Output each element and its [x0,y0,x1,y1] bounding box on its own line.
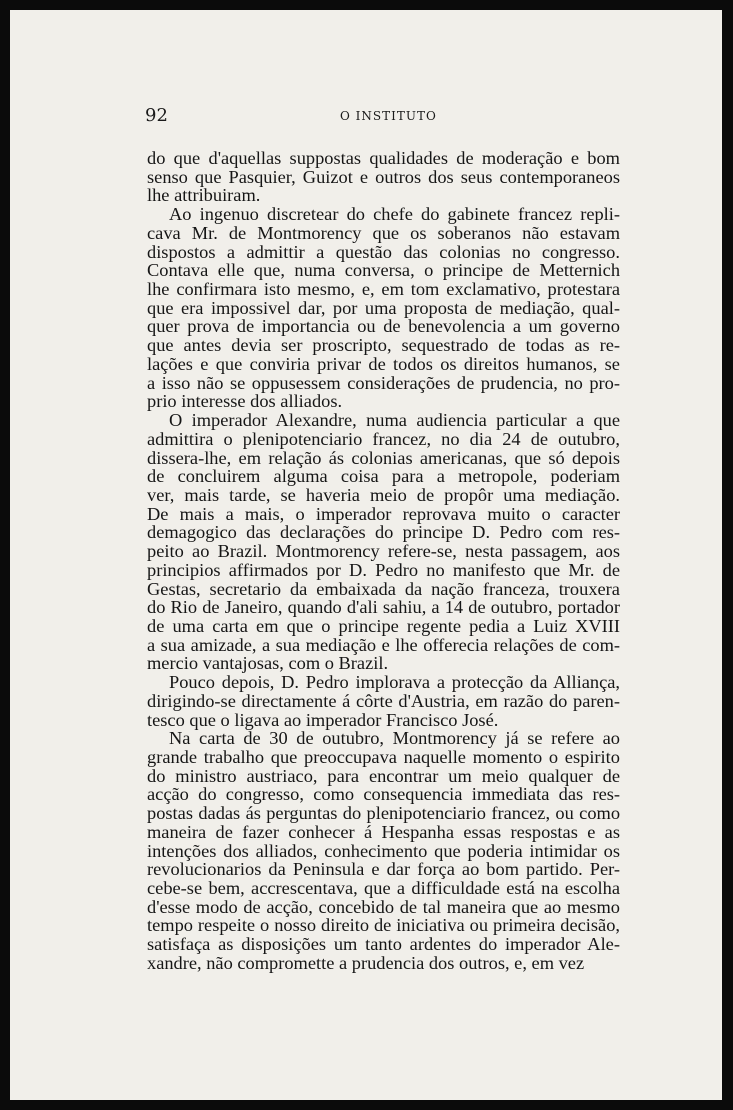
page-header [10,105,722,129]
text-line: de concluirem alguma coisa para a metropole, poderiam [147,466,621,487]
text-line: admittira o plenipotenciario francez, no dia 24 de outubro, [147,428,620,449]
paragraph [147,205,620,411]
text-line: Na carta de 30 de outubro, Montmorency já se refere ao [169,728,620,749]
text-line: ver, mais tarde, se haveria meio de propôr uma mediação. [147,484,620,505]
running-title: O INSTITUTO [340,109,437,123]
text-line: cava Mr. de Montmorency que os soberanos não estavam [147,222,621,243]
paragraph [147,149,620,205]
text-line: Gestas, secretario da embaixada da nação franceza, trouxera [147,578,620,599]
text-line: lhe confirmara isto mesmo, e, em tom exclamativo, protestara [147,279,621,300]
text-line: do ministro austriaco, para encontrar um meio qualquer de [147,765,620,786]
text-line: xandre, não compromette a prudencia dos outros, e, em vez [147,952,585,973]
text-line: dirigindo-se directamente á côrte d'Austria, em razão do paren- [147,690,620,711]
text-line: do que d'aquellas suppostas qualidades de moderação e bom [147,148,620,168]
text-line: tesco que o ligava ao imperador Francisco José. [147,709,499,730]
text-line: mercio vantajosas, com o Brazil. [147,653,389,674]
text-line: prio interesse dos alliados. [147,391,343,412]
text-line: revolucionarios da Peninsula e dar força ao bom partido. Per- [147,859,621,880]
text-line: maneira de fazer conhecer á Hespanha essas respostas e as [147,821,620,842]
body-text [147,149,620,973]
text-line: dispostos a admittir a questão das colonias no congresso. [147,241,620,262]
book-page [10,10,722,1100]
text-line: principios affirmados por D. Pedro no manifesto que Mr. de [147,559,621,580]
text-line: satisfaça as disposições um tanto ardentes do imperador Ale- [147,934,620,955]
text-line: peito ao Brazil. Montmorency refere-se, nesta passagem, aos [147,541,621,562]
text-line: dissera-lhe, em relação ás colonias americanas, que só depois [147,447,621,468]
text-line: Pouco depois, D. Pedro implorava a protecção da Alliança, [169,672,621,693]
text-line: grande trabalho que preoccupava naquelle momento o espirito [147,747,620,767]
text-line: senso que Pasquier, Guizot e outros dos seus contemporaneos [147,166,621,187]
paragraph [147,411,620,673]
text-line: a isso não se oppusessem considerações de prudencia, no pro- [147,372,621,393]
text-line: Ao ingenuo discretear do chefe do gabinete francez repli- [169,204,621,225]
text-line: De mais a mais, o imperador reprovava muito o caracter [147,503,621,524]
text-line: a sua amizade, a sua mediação e lhe offerecia relações de com- [147,634,621,655]
text-line: demagogico das declarações do principe D. Pedro com res- [147,522,621,543]
text-line: Contava elle que, numa conversa, o principe de Metternich [147,260,621,281]
paragraph [147,729,620,972]
paragraph [147,673,620,729]
text-line: intenções dos alliados, conhecimento que poderia intimidar os [147,840,621,861]
text-line: acção do congresso, como consequencia immediata das res- [147,784,621,805]
text-line: lhe attribuiram. [147,185,261,206]
text-line: cebe-se bem, accrescentava, que a difficuldade está na escolha [147,878,621,899]
text-line: tempo respeite o nosso direito de iniciativa ou primeira decisão, [147,915,620,936]
text-line: O imperador Alexandre, numa audiencia particular a que [169,410,621,431]
page-number: 92 [145,105,168,126]
text-line: d'esse modo de acção, concebido de tal maneira que ao mesmo [147,896,620,917]
text-line: que antes devia ser proscripto, sequestrado de todas as re- [147,335,621,356]
text-line: que era impossivel dar, por uma proposta de mediação, qual- [147,297,620,318]
text-line: postas dadas ás perguntas do plenipotenciario francez, ou como [147,803,621,824]
text-line: de uma carta em que o principe regente pedia a Luiz XVIII [147,615,621,636]
text-line: quer prova de importancia ou de benevolencia a um governo [147,316,620,337]
text-line: do Rio de Janeiro, quando d'ali sahiu, a 14 de outubro, portador [147,597,621,618]
text-line: lações e que conviria privar de todos os direitos humanos, se [147,353,620,374]
